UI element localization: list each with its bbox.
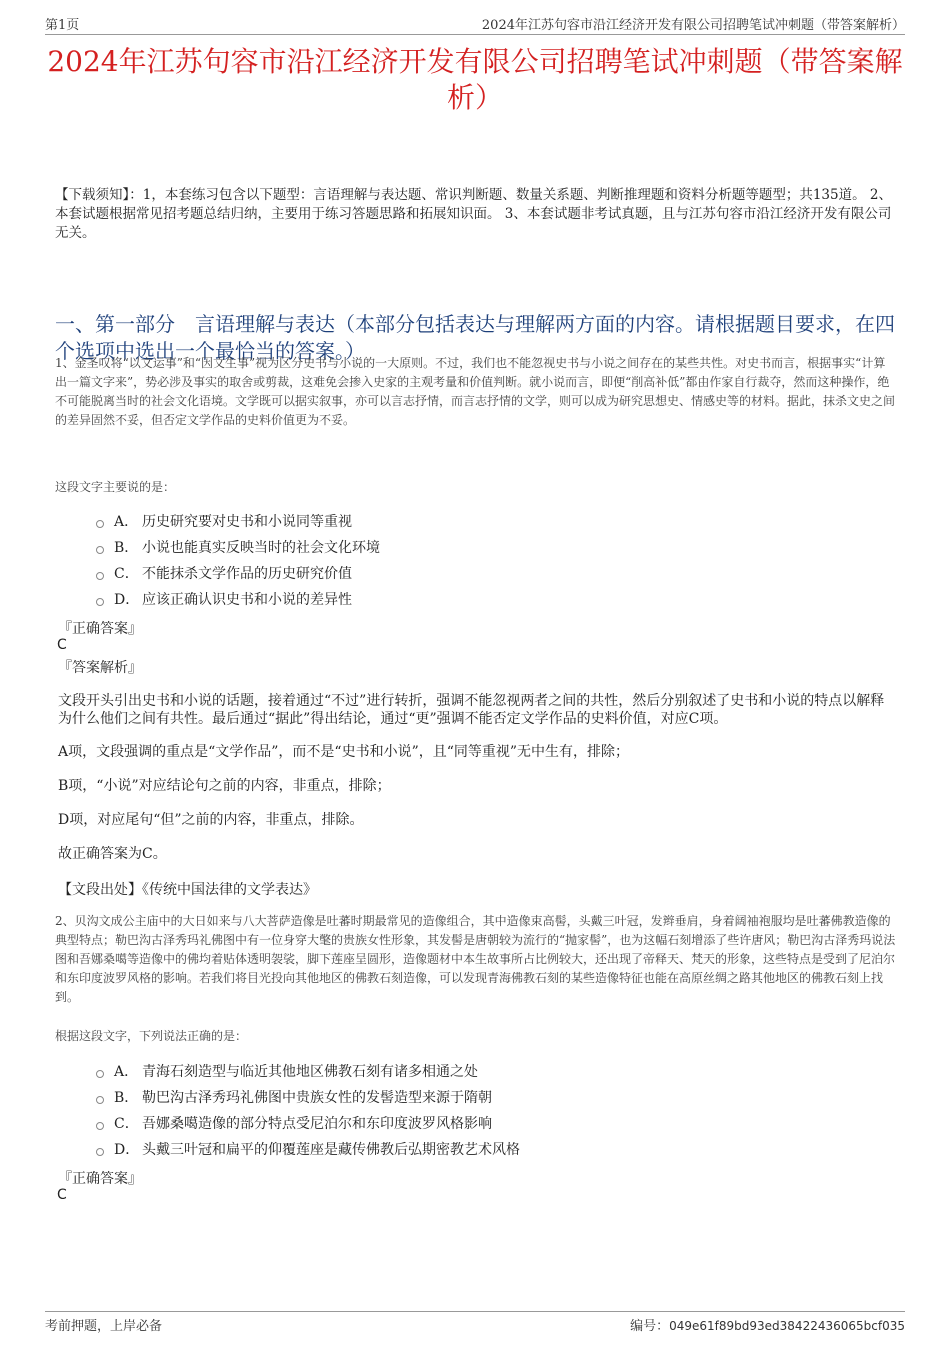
question-2-option-d[interactable]: D． 头戴三叶冠和扁平的仰覆莲座是藏传佛教后弘期密教艺术风格 [96,1136,520,1162]
page-footer [45,1311,905,1332]
analysis-paragraph: 文段开头引出史书和小说的话题，接着通过“不过”进行转折，强调不能忽视两者之间的共性，然后分别叙述了史书和小说的特点以解释为什么他们之间有共性。最后通过“据此”得出结论，通过“更”强调不能否定文学作品的史料价值，对应C项。 [58,693,885,727]
question-2-answer: C [57,1187,67,1203]
radio-icon[interactable] [96,1122,104,1130]
analysis-paragraph: B项，“小说”对应结论句之前的内容，非重点，排除； [58,778,391,794]
question-1-options [96,508,380,612]
question-1-source: 【文段出处】《传统中国法律的文学表达》 [58,882,317,898]
analysis-paragraph: D项，对应尾句“但”之前的内容，非重点，排除。 [58,812,364,828]
question-1-analysis-label: 『答案解析』 [58,660,142,676]
question-1-option-c[interactable]: C． 不能抹杀文学作品的历史研究价值 [96,560,380,586]
radio-icon[interactable] [96,598,104,606]
question-2-options [96,1058,520,1162]
question-1-prompt: 这段文字主要说的是： [55,480,176,494]
question-2-option-b[interactable]: B． 勒巴沟古泽秀玛礼佛图中贵族女性的发髻造型来源于隋朝 [96,1084,520,1110]
footer-slogan: 考前押题，上岸必备 [45,1319,163,1334]
analysis-paragraph: A项，文段强调的重点是“文学作品”，而不是“史书和小说”，且“同等重视”无中生有，排除； [58,744,630,760]
radio-icon[interactable] [96,1148,104,1156]
footer-code: 编号：049e61f89bd93ed38422436065bcf035 [630,1319,905,1334]
question-1-option-b[interactable]: B． 小说也能真实反映当时的社会文化环境 [96,534,380,560]
radio-icon[interactable] [96,546,104,554]
question-2-prompt: 根据这段文字，下列说法正确的是： [55,1029,248,1043]
question-1-option-d[interactable]: D． 应该正确认识史书和小说的差异性 [96,586,380,612]
question-2-option-c[interactable]: C． 吾娜桑噶造像的部分特点受尼泊尔和东印度波罗风格影响 [96,1110,520,1136]
question-1-option-a[interactable]: A． 历史研究要对史书和小说同等重视 [96,508,380,534]
page-number: 第1页 [45,18,80,33]
radio-icon[interactable] [96,520,104,528]
radio-icon[interactable] [96,1096,104,1104]
document-title: 2024年江苏句容市沿江经济开发有限公司招聘笔试冲刺题（带答案解析） [47,45,903,114]
question-1-answer: C [57,637,67,653]
question-2-option-a[interactable]: A． 青海石刻造型与临近其他地区佛教石刻有诸多相通之处 [96,1058,520,1084]
section-heading: 一、第一部分 言语理解与表达（本部分包括表达与理解两方面的内容。请根据题目要求，在四个选项中选出一个最恰当的答案。） [55,312,895,363]
page-header [45,14,905,35]
question-1-answer-label: 『正确答案』 [58,621,142,637]
radio-icon[interactable] [96,1070,104,1078]
header-doc-title: 2024年江苏句容市沿江经济开发有限公司招聘笔试冲刺题（带答案解析） [481,18,905,33]
question-2-answer-label: 『正确答案』 [58,1171,142,1187]
download-notice: 【下载须知】：1，本套练习包含以下题型：言语理解与表达题、常识判断题、数量关系题、判断推理题和资料分析题等题型；共135道。 2、本套试题根据常见招考题总结归纳，主要用于练习答题思路和拓展知识面。 3、本套试题非考试真题，且与江苏句容市沿江经济开发有限公司无关。 [55,187,892,241]
question-1-stem: 1、金圣叹将“以文运事”和“因文生事”视为区分史书与小说的一大原则。不过，我们也不能忽视史书与小说之间存在的某些共性。对史书而言，根据事实“计算出一篇文字来”，势必涉及事实的取舍或剪裁，这难免会掺入史家的主观考量和价值判断。就小说而言，即便“削高补低”都由作家自行裁夺，然而这种操作，绝不可能脱离当时的社会文化语境。文学既可以据实叙事，亦可以言志抒情，而言志抒情的文学，则可以成为研究思想史、情感史等的材料。据此，抹杀文史之间的差异固然不妥，但否定文学作品的史料价值更为不妥。 [55,356,896,427]
radio-icon[interactable] [96,572,104,580]
question-2-stem: 2、贝沟文成公主庙中的大日如来与八大菩萨造像是吐蕃时期最常见的造像组合，其中造像束高髻，头戴三叶冠，发辫垂肩，身着阔袖袍服均是吐蕃佛教造像的典型特点；勒巴沟古泽秀玛礼佛图中有一位身穿大氅的贵族女性形象，其发髻是唐朝较为流行的“抛家髻”，也为这幅石刻增添了些许唐风；勒巴沟古泽秀玛说法图和吾娜桑噶等造像中的佛均着贴体透明袈裟，脚下莲座呈圆形，造像题材中本生故事所占比例较大，还出现了帝释天、梵天的形象，这些特点是受到了尼泊尔和东印度波罗风格的影响。若我们将目光投向其他地区的佛教石刻造像，可以发现青海佛教石刻的某些造像特征也能在高原丝绸之路其他地区的佛教石刻上找到。 [55,914,896,1004]
analysis-paragraph: 故正确答案为C。 [58,846,167,862]
